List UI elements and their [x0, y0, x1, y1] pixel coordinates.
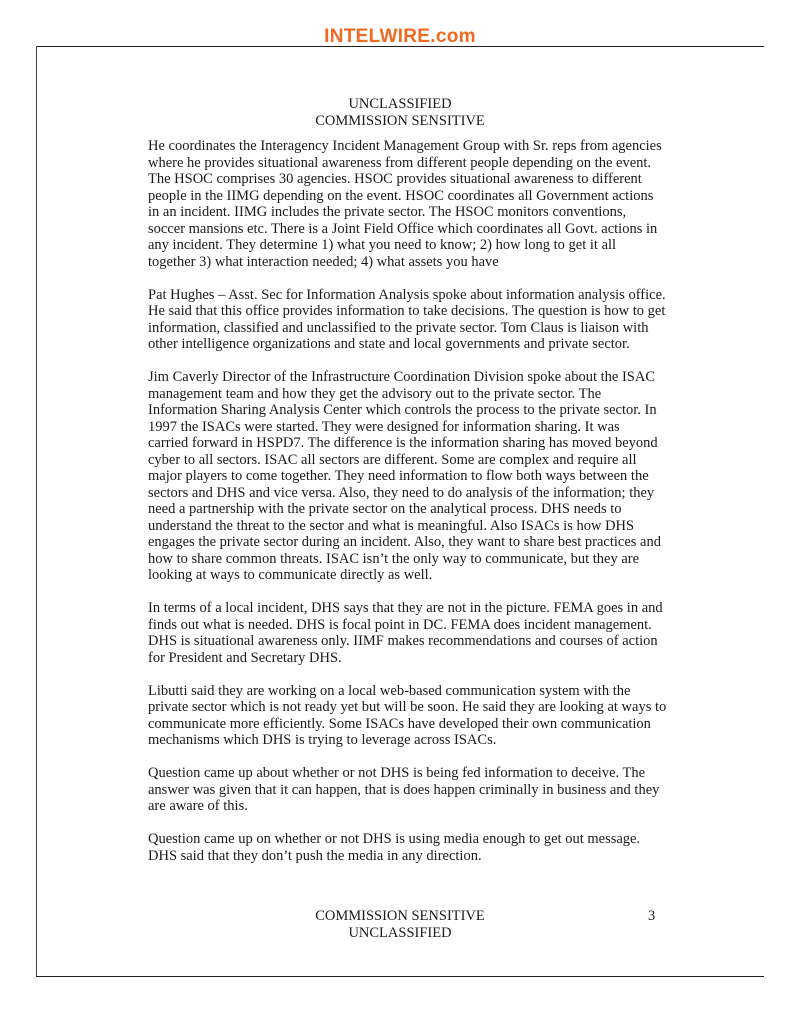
page-number: 3	[648, 908, 656, 924]
paragraph-jim-caverly: Jim Caverly Director of the Infrastructure Coordination Division spoke about the ISAC management team and how they get the advisory out to the private sector. The Information Sharing Analysis Center which controls the process to the private sector. In 1997 the ISACs were started. They were designed for information sharing. It was carried forward in HSPD7. The difference is the information sharing has moved beyond cyber to all sectors. ISAC all sectors are different. Some are complex and require all major players to come together. They need information to flow both ways between the sectors and DHS and vice versa. Also, they need to do analysis of the information; they need a partnership with the private sector on the analytical process. DHS needs to understand the threat to the sector and what is meaningful. Also ISACs is how DHS engages the private sector during an incident. Also, they want to share best practices and how to share common threats. ISAC isn’t the only way to communicate, but they are looking at ways to communicate directly as well.	[148, 369, 661, 583]
footer-classification-label: UNCLASSIFIED	[348, 925, 452, 941]
classification-label: UNCLASSIFIED	[348, 96, 452, 112]
site-watermark: INTELWIRE.com	[324, 26, 476, 47]
page-border-bottom	[36, 976, 764, 977]
footer-sensitivity-label: COMMISSION SENSITIVE	[315, 908, 485, 924]
paragraph-question-deceive: Question came up about whether or not DHS is being fed information to deceive. The answer was given that it can happen, that is does happen criminally in business and they are aware of this.	[148, 765, 660, 814]
paragraph-hsoc: He coordinates the Interagency Incident Management Group with Sr. reps from agencies where he provides situational awareness from different people depending on the event. The HSOC comprises 30 agencies. HSOC provides situational awareness to different people in the IIMG depending on the event. HSOC coordinates all Government actions in an incident. IIMG includes the private sector. The HSOC monitors conventions, soccer mansions etc. There is a Joint Field Office which coordinates all Govt. actions in any incident. They determine 1) what you need to know; 2) how long to get it all together 3) what interaction needed; 4) what assets you have	[148, 138, 662, 270]
paragraph-pat-hughes: Pat Hughes – Asst. Sec for Information Analysis spoke about information analysis office. He said that this office provides information to take decisions. The question is how to get information, classified and unclassified to the private sector. Tom Claus is liaison with other intelligence organizations and state and local governments and private sector.	[148, 286, 666, 352]
sensitivity-label: COMMISSION SENSITIVE	[315, 113, 485, 129]
paragraph-libutti: Libutti said they are working on a local web-based communication system with the private sector which is not ready yet but will be soon. He said they are looking at ways to communicate more efficiently. Some ISACs have developed their own communication mechanisms which DHS is trying to leverage across ISACs.	[148, 682, 667, 748]
classification-header	[0, 96, 800, 130]
paragraph-question-media: Question came up on whether or not DHS is using media enough to get out message. DHS said that they don’t push the media in any direction.	[148, 831, 641, 864]
page-border-top	[36, 46, 764, 47]
page-border-left	[36, 46, 37, 976]
document-body	[148, 138, 668, 881]
classification-footer	[0, 908, 800, 942]
paragraph-local-incident: In terms of a local incident, DHS says that they are not in the picture. FEMA goes in and finds out what is needed. DHS is focal point in DC. FEMA does incident management. DHS is situational awareness only. IIMF makes recommendations and courses of action for President and Secretary DHS.	[148, 600, 663, 666]
